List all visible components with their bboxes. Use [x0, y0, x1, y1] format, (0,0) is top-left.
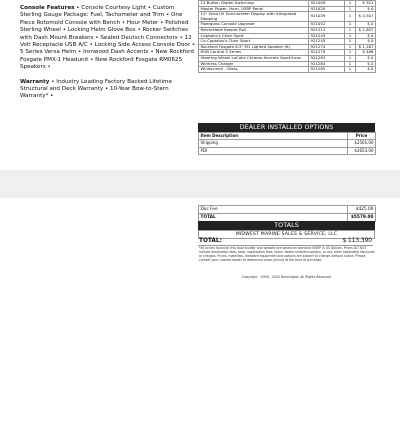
feature-paragraph-console	[20, 5, 196, 72]
option-description: Co-Captains's Chair Sport	[199, 39, 309, 45]
option-qty: 1	[345, 61, 356, 67]
option-price: $ 0	[356, 22, 376, 28]
option-description: RGB Control S Series	[199, 50, 309, 56]
option-description: Fiberglass Console Upgrade	[199, 22, 309, 28]
option-description: Steering Wheel LaCalle Chrome Accents Sport/Luxe	[199, 55, 309, 61]
option-price: $ 0	[356, 67, 376, 73]
option-price: $ 486	[356, 50, 376, 56]
option-price: $ 0	[356, 33, 376, 39]
fee-price: $425.00	[348, 206, 376, 214]
feature-text: • Industry Leading Factory Backed Lifetime Structural and Deck Warranty • 10-Year Bow-to-Stern Warranty* •	[20, 78, 172, 100]
feature-paragraph-warranty	[20, 79, 196, 101]
feature-label: Warranty	[20, 78, 50, 85]
option-qty: 1	[345, 33, 356, 39]
option-qty: 1	[345, 50, 356, 56]
option-code: 921279	[309, 50, 345, 56]
section-divider	[0, 170, 400, 198]
option-qty: 1	[345, 6, 356, 12]
option-qty: 1	[345, 1, 356, 7]
table-row	[199, 67, 376, 73]
option-code: 921245	[309, 39, 345, 45]
dealer-options-header: DEALER INSTALLED OPTIONS	[198, 123, 375, 132]
option-qty: 1	[345, 27, 356, 33]
column-header-description: Item Description	[199, 133, 348, 140]
option-qty: 1	[345, 55, 356, 61]
fees-table	[198, 205, 376, 222]
option-code: 921009	[309, 1, 345, 7]
option-description: Rockford Fosgate 6.5" M1 Lighted Speaker (6)	[199, 44, 309, 50]
option-qty: 1	[345, 22, 356, 28]
option-qty: 1	[345, 44, 356, 50]
option-description: 12" Vivid UIl Touchscreen Display with Integrated Mapping	[199, 12, 309, 22]
table-row	[199, 44, 376, 50]
feature-text: • Console Courtesy Light • Custom Sterling Gauge Package: Fuel, Tachometer and Trim • One Piece Rotomold Console with Bench • Hour Meter • Polished Sterling Wheel • Locking Helm Glove Box • Rocker Switches with Dash Mount Breakers • Sealed Deutsch Connectors • 12 Volt Receptacle USB A/C • Locking Side Access Console Door • 5 Series Versa Helm • Ironwood Dash Accents • New Rockford Fosgate PMX-1 Headunit • New Rockford Fosgate RM0625 Speakers •	[20, 5, 196, 71]
option-qty: 1	[345, 12, 356, 22]
option-qty: 1	[345, 67, 356, 73]
option-price: $ 1,807	[356, 27, 376, 33]
dealer-option-description: PDI	[199, 147, 348, 154]
option-code: 921020	[309, 6, 345, 12]
option-code: 921039	[309, 12, 345, 22]
grand-total-row	[198, 238, 373, 246]
option-description: Windscreen - Glass	[199, 67, 309, 73]
option-price: $ 921	[356, 1, 376, 7]
standard-features	[20, 5, 196, 108]
dealer-option-price: $2501.00	[348, 140, 376, 147]
dealer-name: MIDWEST MARINE SALES & SERVICE, LLC	[198, 230, 375, 239]
fee-description: Doc Fee	[199, 206, 348, 214]
option-price: $ 1,167	[356, 44, 376, 50]
fees-total-label: TOTAL	[199, 214, 348, 222]
option-description: 12 Button Digital Switching	[199, 1, 309, 7]
option-description: Wireless Charger	[199, 61, 309, 67]
totals-header: TOTALS	[198, 221, 375, 230]
dealer-options-table	[198, 132, 376, 155]
option-description: Captains's Chair Sport	[199, 33, 309, 39]
grand-total-label: TOTAL:	[199, 238, 222, 244]
option-description: Retractable Keeper Rail	[199, 27, 309, 33]
option-code: 921052	[309, 22, 345, 28]
table-row	[199, 147, 376, 154]
table-row	[199, 12, 376, 22]
column-header-price: Price	[348, 133, 376, 140]
option-qty: 1	[345, 39, 356, 45]
option-code: 921284	[309, 61, 345, 67]
dealer-option-description: Shipping	[199, 140, 348, 147]
fees-total-value: $5579.00	[348, 214, 376, 222]
option-price: $ 0	[356, 55, 376, 61]
pricing-disclaimer: *All prices found on this boat builder and website are based on standard MSRP in US Dollars. Prices DO NOT include destination fees, prep, registration fees, taxes, dealer installed options, or any other applicable discounts or charges. Prices, materials, standard equipment and options are subject to change without notice. Please contact your nearest dealer to determine exact pricing at the time of purchase.	[199, 246, 375, 262]
option-code: 921274	[309, 44, 345, 50]
option-code: 921211	[309, 27, 345, 33]
option-code: 921285	[309, 67, 345, 73]
option-price: $ 4,507	[356, 12, 376, 22]
table-row	[199, 206, 376, 214]
feature-label: Console Features	[20, 5, 75, 11]
dealer-option-price: $2653.00	[348, 147, 376, 154]
option-price: $ 0	[356, 6, 376, 12]
grand-total-value: $ 113,390	[342, 238, 372, 244]
option-description: Master Power, Horn, USBP Panel	[199, 6, 309, 12]
factory-options-table	[198, 0, 376, 73]
option-price: $ 0	[356, 61, 376, 67]
table-header-row	[199, 133, 376, 140]
table-row	[199, 140, 376, 147]
option-code: 921283	[309, 55, 345, 61]
option-price: $ 0	[356, 39, 376, 45]
option-code: 921243	[309, 33, 345, 39]
copyright-notice: Copyright · 2006 - 2020 Bennington All Rights Reserved	[241, 275, 332, 279]
table-row	[199, 55, 376, 61]
